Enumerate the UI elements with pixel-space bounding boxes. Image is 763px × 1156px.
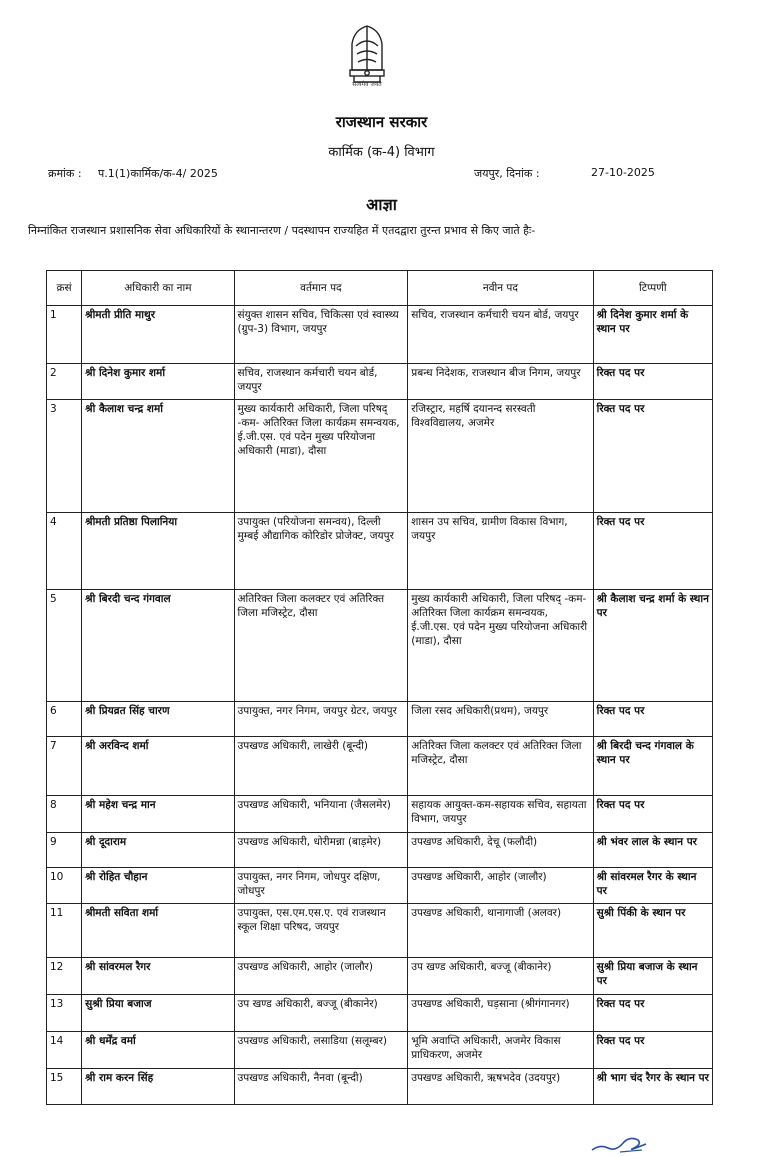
table-row: [47, 958, 713, 995]
header-remarks: टिप्पणी: [593, 271, 712, 306]
table-row: [47, 513, 713, 590]
officer-name-cell: श्रीमती प्रतिष्ठा पिलानिया: [82, 513, 234, 590]
table-row: [47, 904, 713, 958]
current-post-cell: उपायुक्त, एस.एम.एस.ए. एवं राजस्थान स्कूल शिक्षा परिषद, जयपुर: [234, 904, 408, 958]
government-title: राजस्थान सरकार: [335, 113, 428, 131]
remarks-cell: श्री कैलाश चन्द्र शर्मा के स्थान पर: [593, 590, 712, 702]
remarks-cell: श्री भंवर लाल के स्थान पर: [593, 833, 712, 868]
officer-name-cell: श्री प्रियव्रत सिंह चारण: [82, 702, 234, 737]
current-post-cell: मुख्य कार्यकारी अधिकारी, जिला परिषद् -कम- अतिरिक्त जिला कार्यक्रम समन्वयक, ई.जी.एस. एवं पदेन मुख्य परियोजना अधिकारी (माडा), दौसा: [234, 400, 408, 513]
table-row: [47, 796, 713, 833]
officer-name-cell: श्री बिरदी चन्द गंगवाल: [82, 590, 234, 702]
serial-cell: 14: [47, 1032, 82, 1069]
current-post-cell: उपखण्ड अधिकारी, आहोर (जालौर): [234, 958, 408, 995]
serial-cell: 5: [47, 590, 82, 702]
serial-cell: 9: [47, 833, 82, 868]
remarks-cell: श्री दिनेश कुमार शर्मा के स्थान पर: [593, 306, 712, 364]
remarks-cell: रिक्त पद पर: [593, 364, 712, 400]
current-post-cell: उपखण्ड अधिकारी, लाखेरी (बून्दी): [234, 737, 408, 796]
order-number-label: क्रमांक :: [48, 167, 82, 180]
header-current-post: वर्तमान पद: [234, 271, 408, 306]
remarks-cell: रिक्त पद पर: [593, 995, 712, 1032]
officer-name-cell: श्री दिनेश कुमार शर्मा: [82, 364, 234, 400]
header-officer-name: अधिकारी का नाम: [82, 271, 234, 306]
department-title: कार्मिक (क-4) विभाग: [328, 145, 435, 160]
serial-cell: 6: [47, 702, 82, 737]
current-post-cell: उपखण्ड अधिकारी, नैनवा (बून्दी): [234, 1069, 408, 1105]
table-row: [47, 306, 713, 364]
remarks-cell: रिक्त पद पर: [593, 513, 712, 590]
new-post-cell: उपखण्ड अधिकारी, देचू (फलौदी): [408, 833, 593, 868]
current-post-cell: उप खण्ड अधिकारी, बज्जू (बीकानेर): [234, 995, 408, 1032]
new-post-cell: सचिव, राजस्थान कर्मचारी चयन बोर्ड, जयपुर: [408, 306, 593, 364]
officer-name-cell: श्रीमती प्रीति माथुर: [82, 306, 234, 364]
table-row: [47, 1032, 713, 1069]
table-header-row: [47, 271, 713, 306]
current-post-cell: उपखण्ड अधिकारी, लसाडिया (सलूम्बर): [234, 1032, 408, 1069]
serial-cell: 3: [47, 400, 82, 513]
new-post-cell: अतिरिक्त जिला कलक्टर एवं अतिरिक्त जिला मजिस्ट्रेट, दौसा: [408, 737, 593, 796]
emblem-motto: सत्यमेव जयते: [352, 81, 382, 88]
remarks-cell: श्री भाग चंद रैगर के स्थान पर: [593, 1069, 712, 1105]
new-post-cell: जिला रसद अधिकारी(प्रथम), जयपुर: [408, 702, 593, 737]
serial-cell: 8: [47, 796, 82, 833]
serial-cell: 1: [47, 306, 82, 364]
remarks-cell: सुश्री पिंकी के स्थान पर: [593, 904, 712, 958]
header-serial: क्रसं: [47, 271, 82, 306]
current-post-cell: उपखण्ड अधिकारी, भनियाना (जैसलमेर): [234, 796, 408, 833]
table-row: [47, 1069, 713, 1105]
table-row: [47, 833, 713, 868]
remarks-cell: रिक्त पद पर: [593, 400, 712, 513]
table-row: [47, 590, 713, 702]
officer-name-cell: श्री दूदाराम: [82, 833, 234, 868]
officer-name-cell: श्री अरविन्द शर्मा: [82, 737, 234, 796]
remarks-cell: सुश्री प्रिया बजाज के स्थान पर: [593, 958, 712, 995]
order-title: आज्ञा: [366, 195, 397, 214]
remarks-cell: रिक्त पद पर: [593, 796, 712, 833]
officer-name-cell: श्री रोहित चौहान: [82, 868, 234, 904]
new-post-cell: भूमि अवाप्ति अधिकारी, अजमेर विकास प्राधिकरण, अजमेर: [408, 1032, 593, 1069]
new-post-cell: उपखण्ड अधिकारी, थानागाजी (अलवर): [408, 904, 593, 958]
place-date-label: जयपुर, दिनांक :: [474, 167, 540, 180]
officer-name-cell: श्री सांवरमल रैगर: [82, 958, 234, 995]
new-post-cell: उपखण्ड अधिकारी, ऋषभदेव (उदयपुर): [408, 1069, 593, 1105]
new-post-cell: सहायक आयुक्त-कम-सहायक सचिव, सहायता विभाग, जयपुर: [408, 796, 593, 833]
current-post-cell: उपखण्ड अधिकारी, धोरीमन्ना (बाड़मेर): [234, 833, 408, 868]
signature-mark: [590, 1130, 650, 1154]
table-row: [47, 868, 713, 904]
table-row: [47, 400, 713, 513]
new-post-cell: रजिस्ट्रार, महर्षि दयानन्द सरस्वती विश्वविद्यालय, अजमेर: [408, 400, 593, 513]
new-post-cell: प्रबन्ध निदेशक, राजस्थान बीज निगम, जयपुर: [408, 364, 593, 400]
header-new-post: नवीन पद: [408, 271, 593, 306]
remarks-cell: रिक्त पद पर: [593, 702, 712, 737]
officer-name-cell: श्री कैलाश चन्द्र शर्मा: [82, 400, 234, 513]
new-post-cell: उपखण्ड अधिकारी, आहोर (जालौर): [408, 868, 593, 904]
officer-name-cell: श्री महेश चन्द्र मान: [82, 796, 234, 833]
new-post-cell: शासन उप सचिव, ग्रामीण विकास विभाग, जयपुर: [408, 513, 593, 590]
serial-cell: 15: [47, 1069, 82, 1105]
serial-cell: 13: [47, 995, 82, 1032]
officer-name-cell: श्री धर्मेंद्र वर्मा: [82, 1032, 234, 1069]
table-row: [47, 364, 713, 400]
officer-name-cell: श्री राम करन सिंह: [82, 1069, 234, 1105]
officer-name-cell: सुश्री प्रिया बजाज: [82, 995, 234, 1032]
officer-name-cell: श्रीमती सविता शर्मा: [82, 904, 234, 958]
order-date: 27-10-2025: [591, 166, 655, 179]
serial-cell: 4: [47, 513, 82, 590]
remarks-cell: रिक्त पद पर: [593, 1032, 712, 1069]
serial-cell: 11: [47, 904, 82, 958]
serial-cell: 10: [47, 868, 82, 904]
current-post-cell: उपायुक्त (परियोजना समन्वय), दिल्ली मुम्बई औद्यागिक कोरिडोर प्रोजेक्ट, जयपुर: [234, 513, 408, 590]
new-post-cell: मुख्य कार्यकारी अधिकारी, जिला परिषद् -कम- अतिरिक्त जिला कार्यक्रम समन्वयक, ई.जी.एस. एवं पदेन मुख्य परियोजना अधिकारी (माडा), दौसा: [408, 590, 593, 702]
current-post-cell: सचिव, राजस्थान कर्मचारी चयन बोर्ड, जयपुर: [234, 364, 408, 400]
table-row: [47, 995, 713, 1032]
remarks-cell: श्री सांवरमल रैगर के स्थान पर: [593, 868, 712, 904]
current-post-cell: उपायुक्त, नगर निगम, जोधपुर दक्षिण, जोधपुर: [234, 868, 408, 904]
current-post-cell: उपायुक्त, नगर निगम, जयपुर ग्रेटर, जयपुर: [234, 702, 408, 737]
table-row: [47, 702, 713, 737]
serial-cell: 7: [47, 737, 82, 796]
transfer-table: [46, 270, 713, 1105]
serial-cell: 2: [47, 364, 82, 400]
order-intro: निम्नांकित राजस्थान प्रशासनिक सेवा अधिकारियों के स्थानान्तरण / पदस्थापन राज्यहित में एतदद्वारा तुरन्त प्रभाव से किए जाते हैः-: [28, 224, 536, 237]
serial-cell: 12: [47, 958, 82, 995]
new-post-cell: उप खण्ड अधिकारी, बज्जू (बीकानेर): [408, 958, 593, 995]
order-number: प.1(1)कार्मिक/क-4/ 2025: [98, 167, 218, 180]
new-post-cell: उपखण्ड अधिकारी, घड़साना (श्रीगंगानगर): [408, 995, 593, 1032]
current-post-cell: संयुक्त शासन सचिव, चिकित्सा एवं स्वास्थ्य (ग्रुप-3) विभाग, जयपुर: [234, 306, 408, 364]
current-post-cell: अतिरिक्त जिला कलक्टर एवं अतिरिक्त जिला मजिस्ट्रेट, दौसा: [234, 590, 408, 702]
table-row: [47, 737, 713, 796]
remarks-cell: श्री बिरदी चन्द गंगवाल के स्थान पर: [593, 737, 712, 796]
